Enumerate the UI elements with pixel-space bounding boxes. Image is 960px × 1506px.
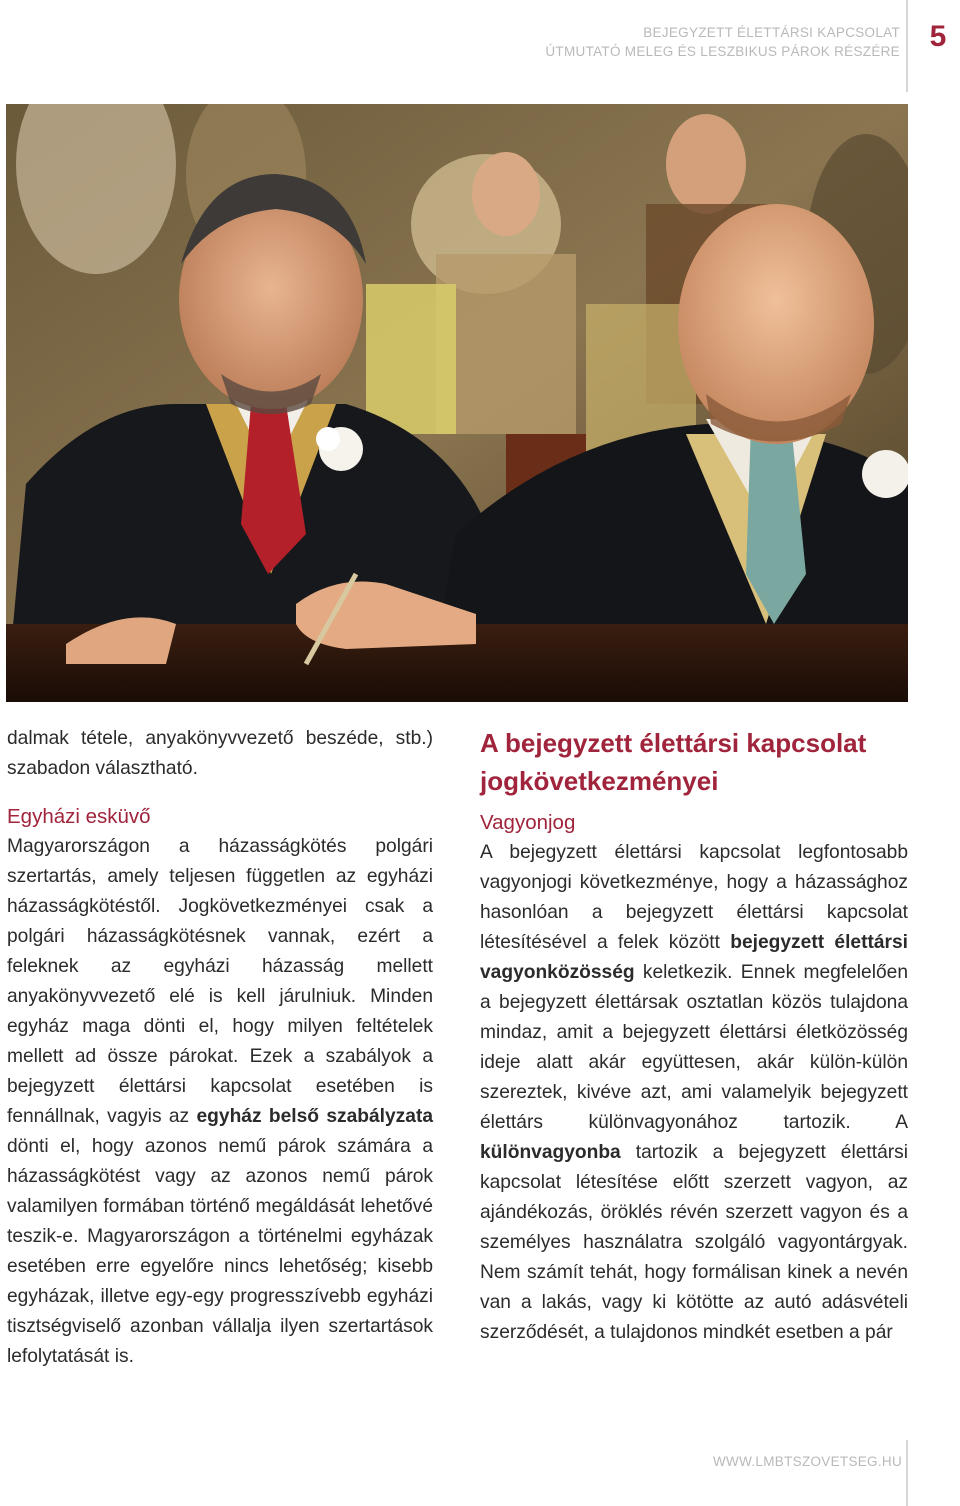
- bold-phrase: különvagyonba: [480, 1142, 621, 1163]
- footer-url[interactable]: WWW.LMBTSZOVETSEG.HU: [713, 1454, 903, 1469]
- header-subtitle: ÚTMUTATÓ MELEG ÉS LESZBIKUS PÁROK RÉSZÉRE: [545, 44, 900, 59]
- header-divider: [906, 0, 908, 92]
- right-subheading: Vagyonjog: [480, 811, 576, 834]
- left-paragraph-1: dalmak tétele, anyakönyvvezető beszéde, stb.) szabadon választható.: [7, 728, 433, 779]
- right-paragraph: A bejegyzett élettársi kapcsolat legfontosabb vagyonjogi következménye, hogy a házassághoz hasonlóan a bejegyzett élettársi kapcsolat létesítésével a felek között bejegyzett élettársi vagyonközösség keletkezik. Ennek megfelelően a bejegyzett élettársak osztatlan közös tulajdona mindaz, amit a bejegyzett élettársi életközösség ideje alatt akár együttesen, akár külön-külön szereztek, kivéve azt, ami valamelyik bejegyzett élettárs különvagyonához tartozik. A különvagyonba tartozik a bejegyzett élettársi kapcsolat létesítése előtt szerzett vagyon, az ajándékozás, öröklés révén szerzett vagyon és a személyes használatra szolgáló vagyontárgyak. Nem számít tehát, hogy formálisan kinek a nevén van a lakás, vagy ki kötötte az autó adásvételi szerződését, a tulajdonos mindkét esetben a pár: [480, 842, 908, 1343]
- right-column: [480, 724, 908, 1348]
- left-paragraph-2: Magyarországon a házasságkötés polgári szertartás, amely teljesen független az egyházi házasságkötéstől. Jogkövetkezményei csak a polgári házasságkötésnek vannak, ezért a feleknek az egyházi házasság mellett anyakönyvvezető elé is kell járulniuk. Minden egyház maga dönti el, hogy milyen feltételek mellett ad össze párokat. Ezek a szabályok a bejegyzett élettársi kapcsolat esetében is fennállnak, vagyis az egyház belső szabályzata dönti el, hogy azonos nemű párok számára a házasságkötést vagy az azonos nemű párok valamilyen formában történő megáldását lehetővé teszik-e. Magyarországon a történelmi egyházak esetében erre egyelőre nincs lehetőség; kisebb egyházak, illetve egy-egy progresszívebb egyházi tisztségviselő azonban vállalja ilyen szertartások lefolytatását is.: [7, 836, 434, 1367]
- footer-divider: [906, 1440, 908, 1506]
- left-column: [7, 724, 433, 1372]
- wedding-photo: [6, 104, 908, 702]
- page-number: 5: [929, 20, 947, 53]
- bold-phrase: egyház belső szabályzata: [196, 1106, 434, 1127]
- bold-phrase: bejegyzett élettársi vagyonközösség: [480, 932, 908, 983]
- section-title: A bejegyzett élettársi kapcsolat jogkövetkezményei: [480, 728, 867, 796]
- header-title: BEJEGYZETT ÉLETTÁRSI KAPCSOLAT: [643, 25, 900, 40]
- left-subheading: Egyházi esküvő: [7, 805, 151, 828]
